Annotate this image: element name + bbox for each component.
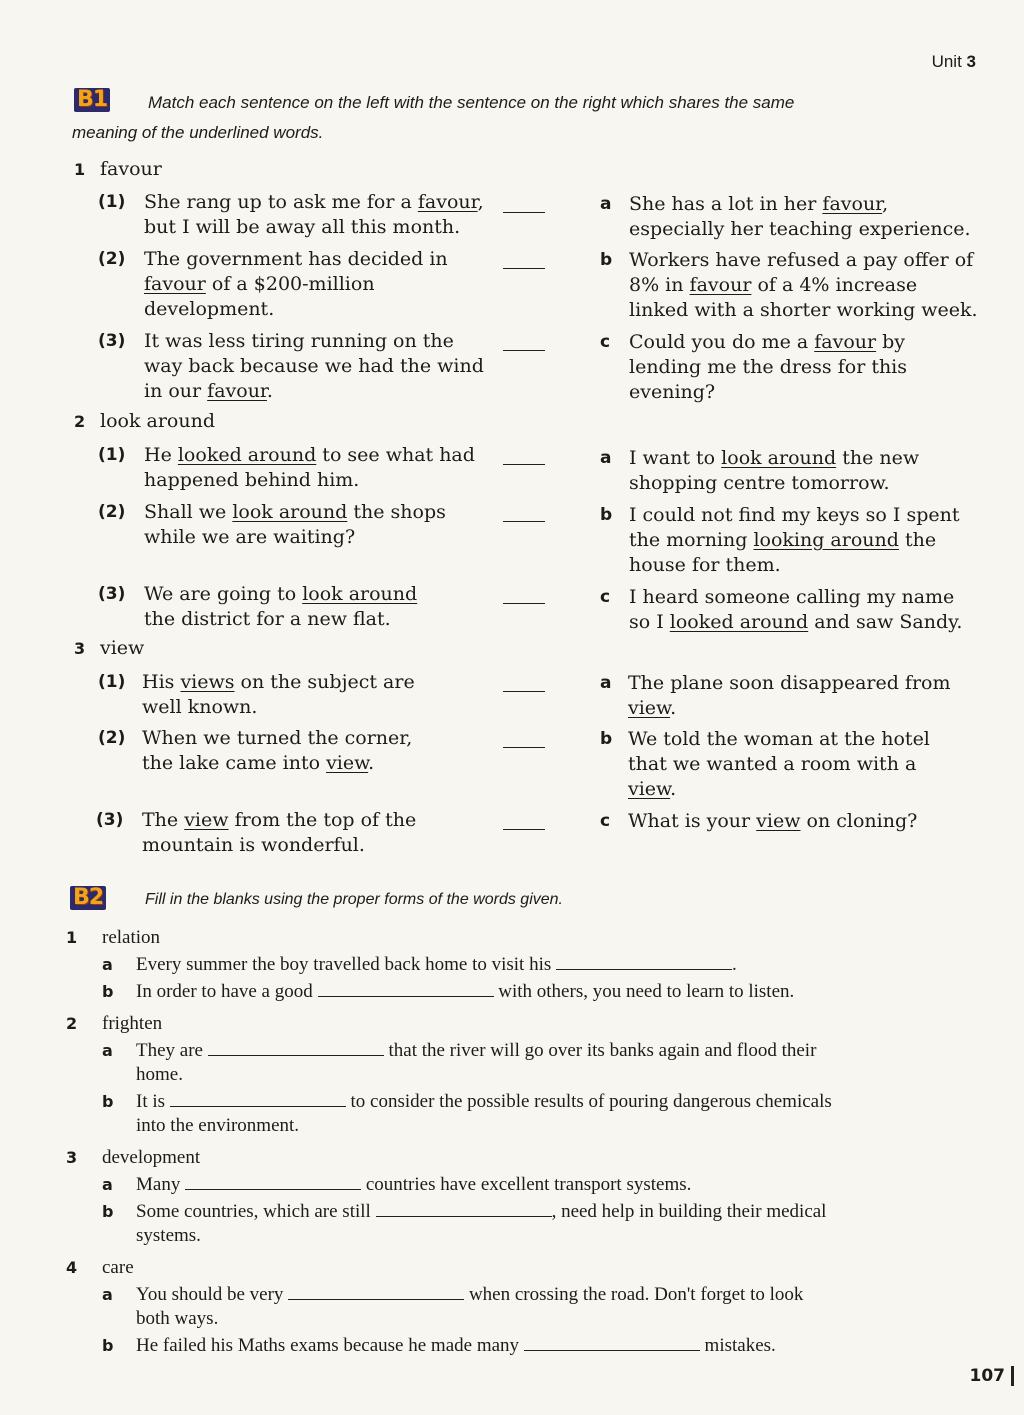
text: 1 xyxy=(74,160,86,179)
text: the morning xyxy=(629,529,754,551)
text: but I will be away all this month. xyxy=(144,216,461,238)
fill-blank[interactable] xyxy=(318,977,494,997)
text: He xyxy=(144,444,178,466)
text: b xyxy=(102,1336,114,1355)
text: . xyxy=(368,752,375,774)
text: both ways. xyxy=(136,1308,219,1329)
answer-blank[interactable] xyxy=(503,350,545,351)
b2-group xyxy=(66,1146,986,1248)
text: (2) xyxy=(98,249,126,269)
text: development xyxy=(102,1147,201,1168)
text: In order to have a good xyxy=(136,981,313,1002)
b1-group-heading xyxy=(74,158,162,180)
text: relation xyxy=(102,927,161,948)
b1-right-item xyxy=(600,727,1000,807)
text: 1 xyxy=(66,928,78,947)
text: What is your xyxy=(628,810,757,832)
text: especially her teaching experience. xyxy=(629,218,971,240)
text: a xyxy=(600,448,612,468)
text: a xyxy=(102,1175,113,1194)
text: She has a lot in her xyxy=(629,193,823,215)
fill-blank[interactable] xyxy=(170,1087,346,1107)
text: that we wanted a room with a xyxy=(628,753,917,775)
b1-left-item xyxy=(98,329,538,409)
underlined-phrase: looked around xyxy=(669,611,809,633)
text: (3) xyxy=(98,584,126,604)
text: from the top of the xyxy=(228,809,417,831)
text: b xyxy=(102,1092,114,1111)
text: a xyxy=(600,673,612,693)
underlined-phrase: view xyxy=(326,752,369,774)
b1-right-item xyxy=(600,192,1000,252)
text: His xyxy=(142,671,181,693)
answer-blank[interactable] xyxy=(503,747,545,748)
text: linked with a shorter working week. xyxy=(629,299,978,321)
text: b xyxy=(600,729,613,749)
text: c xyxy=(600,587,611,607)
text: mountain is wonderful. xyxy=(142,834,365,856)
text: the xyxy=(898,529,937,551)
text: Some countries, which are still xyxy=(136,1201,371,1222)
text: 8% in xyxy=(629,274,690,296)
text: care xyxy=(102,1257,134,1278)
text: a xyxy=(102,1285,113,1304)
text: I heard someone calling my name xyxy=(629,586,955,608)
text: happened behind him. xyxy=(144,469,360,491)
underlined-phrase: favour xyxy=(822,193,883,215)
b1-badge xyxy=(74,88,110,112)
text: 2 xyxy=(74,412,86,431)
text: the new xyxy=(836,447,920,469)
text: a xyxy=(102,1041,113,1060)
text: (3) xyxy=(98,331,126,351)
text: B2 xyxy=(70,886,106,910)
b1-right-item xyxy=(600,503,1000,583)
b2-group xyxy=(66,1012,986,1138)
text: to see what had xyxy=(316,444,475,466)
text: Workers have refused a pay offer of xyxy=(629,249,974,271)
text: (1) xyxy=(98,192,126,212)
text: (1) xyxy=(98,445,126,465)
text: The plane soon disappeared from xyxy=(628,672,951,694)
text: Could you do me a xyxy=(629,331,815,353)
text: a xyxy=(102,955,113,974)
text: that the river will go over its banks again and flood their xyxy=(388,1040,817,1061)
text: frighten xyxy=(102,1013,163,1034)
text: When we turned the corner, xyxy=(142,727,413,749)
text: b xyxy=(600,250,613,270)
text: mistakes. xyxy=(704,1335,776,1356)
answer-blank[interactable] xyxy=(503,691,545,692)
text: shopping centre tomorrow. xyxy=(629,472,890,494)
b1-left-item xyxy=(96,808,536,863)
fill-blank[interactable] xyxy=(376,1197,552,1217)
unit-label xyxy=(932,52,976,72)
text: a xyxy=(600,194,612,214)
underlined-phrase: view xyxy=(628,697,671,719)
answer-blank[interactable] xyxy=(503,603,545,604)
text: . xyxy=(670,778,677,800)
underlined-phrase: favour xyxy=(814,331,877,353)
underlined-phrase: look around xyxy=(721,447,837,469)
b1-left-item xyxy=(98,443,538,498)
text: into the environment. xyxy=(136,1115,300,1136)
b1-right-item xyxy=(600,671,1000,726)
text: of a $200-million xyxy=(205,273,375,295)
text: It was less tiring running on the xyxy=(144,330,454,352)
text: way back because we had the wind xyxy=(144,355,484,377)
text: to consider the possible results of pouring dangerous chemicals xyxy=(350,1091,832,1112)
underlined-phrase: favour xyxy=(144,273,206,295)
b1-group-heading xyxy=(74,637,144,659)
b2-group xyxy=(66,926,986,1004)
fill-blank[interactable] xyxy=(524,1331,700,1351)
underlined-phrase: looking around xyxy=(753,529,899,551)
underlined-phrase: view xyxy=(756,810,801,832)
text: Every summer the boy travelled back home to visit his xyxy=(136,954,552,975)
text: We told the woman at the hotel xyxy=(628,728,930,750)
text: I want to xyxy=(629,447,722,469)
text: B1 xyxy=(74,88,110,112)
text: c xyxy=(600,811,611,831)
text: evening? xyxy=(629,381,716,403)
text: on the subject are xyxy=(234,671,415,693)
text: We are going to xyxy=(144,583,303,605)
text: (2) xyxy=(98,502,126,522)
b1-right-item xyxy=(600,330,1000,410)
text: on cloning? xyxy=(800,810,918,832)
text: Many xyxy=(136,1174,181,1195)
text: 3 xyxy=(966,52,976,71)
text: , need help in building their medical xyxy=(551,1201,827,1222)
b1-left-item xyxy=(98,582,538,637)
text: the shops xyxy=(347,501,446,523)
text: favour xyxy=(100,158,162,180)
b2-instruction: Fill in the blanks using the proper forms of the words given. xyxy=(145,891,563,908)
underlined-phrase: favour xyxy=(689,274,752,296)
b1-instruction-line1: Match each sentence on the left with the sentence on the right which shares the same xyxy=(148,93,795,112)
text: Unit xyxy=(931,52,962,71)
text: lending me the dress for this xyxy=(629,356,908,378)
b1-right-item xyxy=(600,446,1000,501)
underlined-phrase: looked around xyxy=(177,444,317,466)
text: . xyxy=(732,954,737,975)
b2-badge xyxy=(70,886,106,910)
text: They are xyxy=(136,1040,203,1061)
text: (2) xyxy=(98,728,126,748)
text: He failed his Maths exams because he made many xyxy=(136,1335,520,1356)
b1-right-item xyxy=(600,248,1000,328)
underlined-phrase: favour xyxy=(207,380,267,402)
answer-blank[interactable] xyxy=(503,829,545,830)
text: The xyxy=(142,809,185,831)
text: look around xyxy=(100,410,215,432)
underlined-phrase: favour xyxy=(417,191,478,213)
fill-blank[interactable] xyxy=(556,950,732,970)
b1-group-heading xyxy=(74,410,215,432)
text: I could not find my keys so I spent xyxy=(629,504,960,526)
text: The government has decided in xyxy=(144,248,448,270)
text: It is xyxy=(136,1091,166,1112)
text: with others, you need to learn to listen. xyxy=(498,981,795,1002)
b1-right-item xyxy=(600,809,1000,839)
underlined-phrase: look around xyxy=(232,501,348,523)
b2-group xyxy=(66,1256,986,1358)
text: in our xyxy=(144,380,208,402)
text: , xyxy=(882,193,889,215)
text: (3) xyxy=(96,810,124,830)
text: well known. xyxy=(142,696,258,718)
text: countries have excellent transport systems. xyxy=(365,1174,692,1195)
page-number: 107 xyxy=(970,1366,1015,1386)
fill-blank[interactable] xyxy=(208,1036,384,1056)
text: the lake came into xyxy=(142,752,327,774)
b1-left-item xyxy=(98,726,538,781)
answer-blank[interactable] xyxy=(503,464,545,465)
text: view xyxy=(100,637,145,659)
text: . xyxy=(670,697,677,719)
text: b xyxy=(102,1202,114,1221)
text: (1) xyxy=(98,672,126,692)
text: and saw Sandy. xyxy=(808,611,963,633)
text: 2 xyxy=(66,1014,78,1033)
text: home. xyxy=(136,1064,183,1085)
answer-blank[interactable] xyxy=(503,521,545,522)
text: so I xyxy=(629,611,670,633)
b1-right-item xyxy=(600,585,1000,640)
fill-blank[interactable] xyxy=(185,1170,361,1190)
b1-instruction-line2: meaning of the underlined words. xyxy=(72,123,324,142)
text: systems. xyxy=(136,1225,201,1246)
text: b xyxy=(102,982,114,1001)
text: of a 4% increase xyxy=(751,274,918,296)
text: , xyxy=(477,191,484,213)
underlined-phrase: look around xyxy=(302,583,418,605)
text: b xyxy=(600,505,613,525)
text: c xyxy=(600,332,611,352)
b1-left-item xyxy=(98,247,538,327)
b1-left-item xyxy=(98,670,538,725)
text: when crossing the road. Don't forget to look xyxy=(468,1284,804,1305)
answer-blank[interactable] xyxy=(503,268,545,269)
text: by xyxy=(876,331,906,353)
text: Shall we xyxy=(144,501,233,523)
text: 4 xyxy=(66,1258,78,1277)
text: 3 xyxy=(74,639,86,658)
text: You should be very xyxy=(136,1284,284,1305)
text: She rang up to ask me for a xyxy=(144,191,418,213)
answer-blank[interactable] xyxy=(503,212,545,213)
text: . xyxy=(266,380,273,402)
text: while we are waiting? xyxy=(144,526,356,548)
text: 3 xyxy=(66,1148,78,1167)
b1-left-item xyxy=(98,500,538,555)
text: house for them. xyxy=(629,554,781,576)
underlined-phrase: views xyxy=(180,671,235,693)
fill-blank[interactable] xyxy=(288,1280,464,1300)
underlined-phrase: view xyxy=(184,809,229,831)
text: the district for a new flat. xyxy=(144,608,391,630)
underlined-phrase: view xyxy=(628,778,671,800)
text: development. xyxy=(144,298,275,320)
